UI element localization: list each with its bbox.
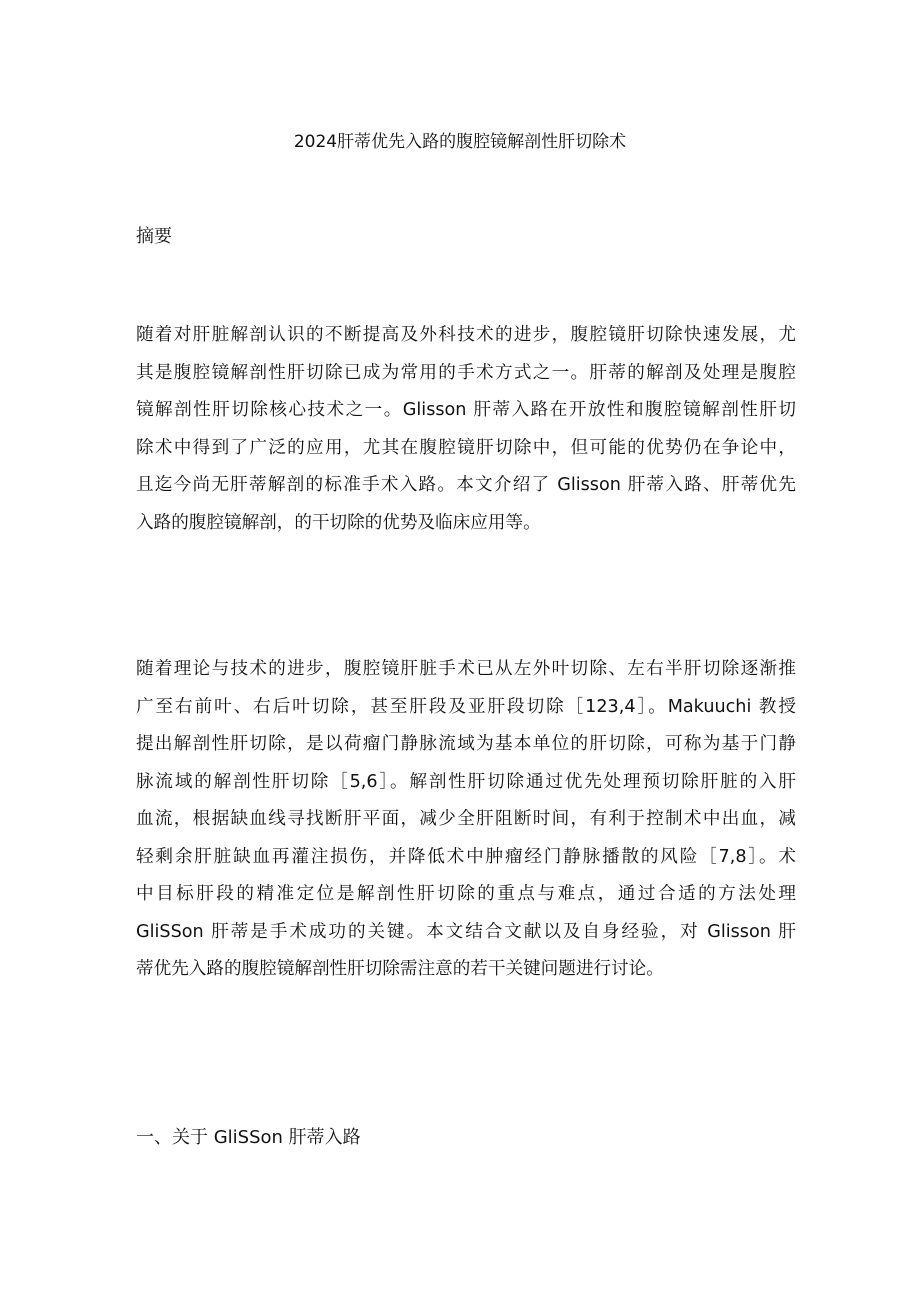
intro-line: GliSSon 肝蒂是手术成功的关键。本文结合文献以及自身经验，对 Glisson 肝 <box>136 921 796 942</box>
intro-paragraph <box>136 651 796 989</box>
document-title: 2024肝蒂优先入路的腹腔镜解剖性肝切除术 <box>293 132 627 152</box>
intro-line: 轻剩余肝脏缺血再灌注损伤，并降低术中肿瘤经门静脉播散的风险［7,8］。术 <box>136 846 796 867</box>
abstract-line: 除术中得到了广泛的应用，尤其在腹腔镜肝切除中，但可能的优势仍在争论中， <box>136 437 796 458</box>
abstract-line: 镜解剖性肝切除核心技术之一。Glisson 肝蒂入路在开放性和腹腔镜解剖性肝切 <box>136 400 796 420</box>
abstract-paragraph <box>136 317 796 542</box>
abstract-heading: 摘要 <box>136 226 172 247</box>
intro-line: 中目标肝段的精准定位是解剖性肝切除的重点与难点，通过合适的方法处理 <box>136 884 796 904</box>
intro-line: 脉流域的解剖性肝切除［5,6］。解剖性肝切除通过优先处理预切除肝脏的入肝 <box>136 771 796 792</box>
abstract-line: 且迄今尚无肝蒂解剖的标准手术入路。本文介绍了 Glisson 肝蒂入路、肝蒂优先 <box>136 475 796 495</box>
intro-line: 随着理论与技术的进步，腹腔镜肝脏手术已从左外叶切除、左右半肝切除逐渐推 <box>136 659 796 679</box>
intro-line: 提出解剖性肝切除，是以荷瘤门静脉流域为基本单位的肝切除，可称为基于门静 <box>136 734 796 754</box>
abstract-line: 其是腹腔镜解剖性肝切除已成为常用的手术方式之一。肝蒂的解剖及处理是腹腔 <box>136 362 796 383</box>
intro-line: 蒂优先入路的腹腔镜解剖性肝切除需注意的若干关键问题进行讨论。 <box>136 959 664 979</box>
intro-line: 广至右前叶、右后叶切除，甚至肝段及亚肝段切除［123,4］。Makuuchi 教授 <box>136 696 796 717</box>
section-heading-1: 一、关于 GliSSon 肝蒂入路 <box>136 1127 361 1148</box>
abstract-line: 入路的腹腔镜解剖，的干切除的优势及临床应用等。 <box>136 512 541 533</box>
intro-line: 血流，根据缺血线寻找断肝平面，减少全肝阻断时间，有利于控制术中出血，减 <box>136 809 796 829</box>
abstract-line: 随着对肝脏解剖认识的不断提高及外科技术的进步，腹腔镜肝切除快速发展，尤 <box>136 325 796 345</box>
